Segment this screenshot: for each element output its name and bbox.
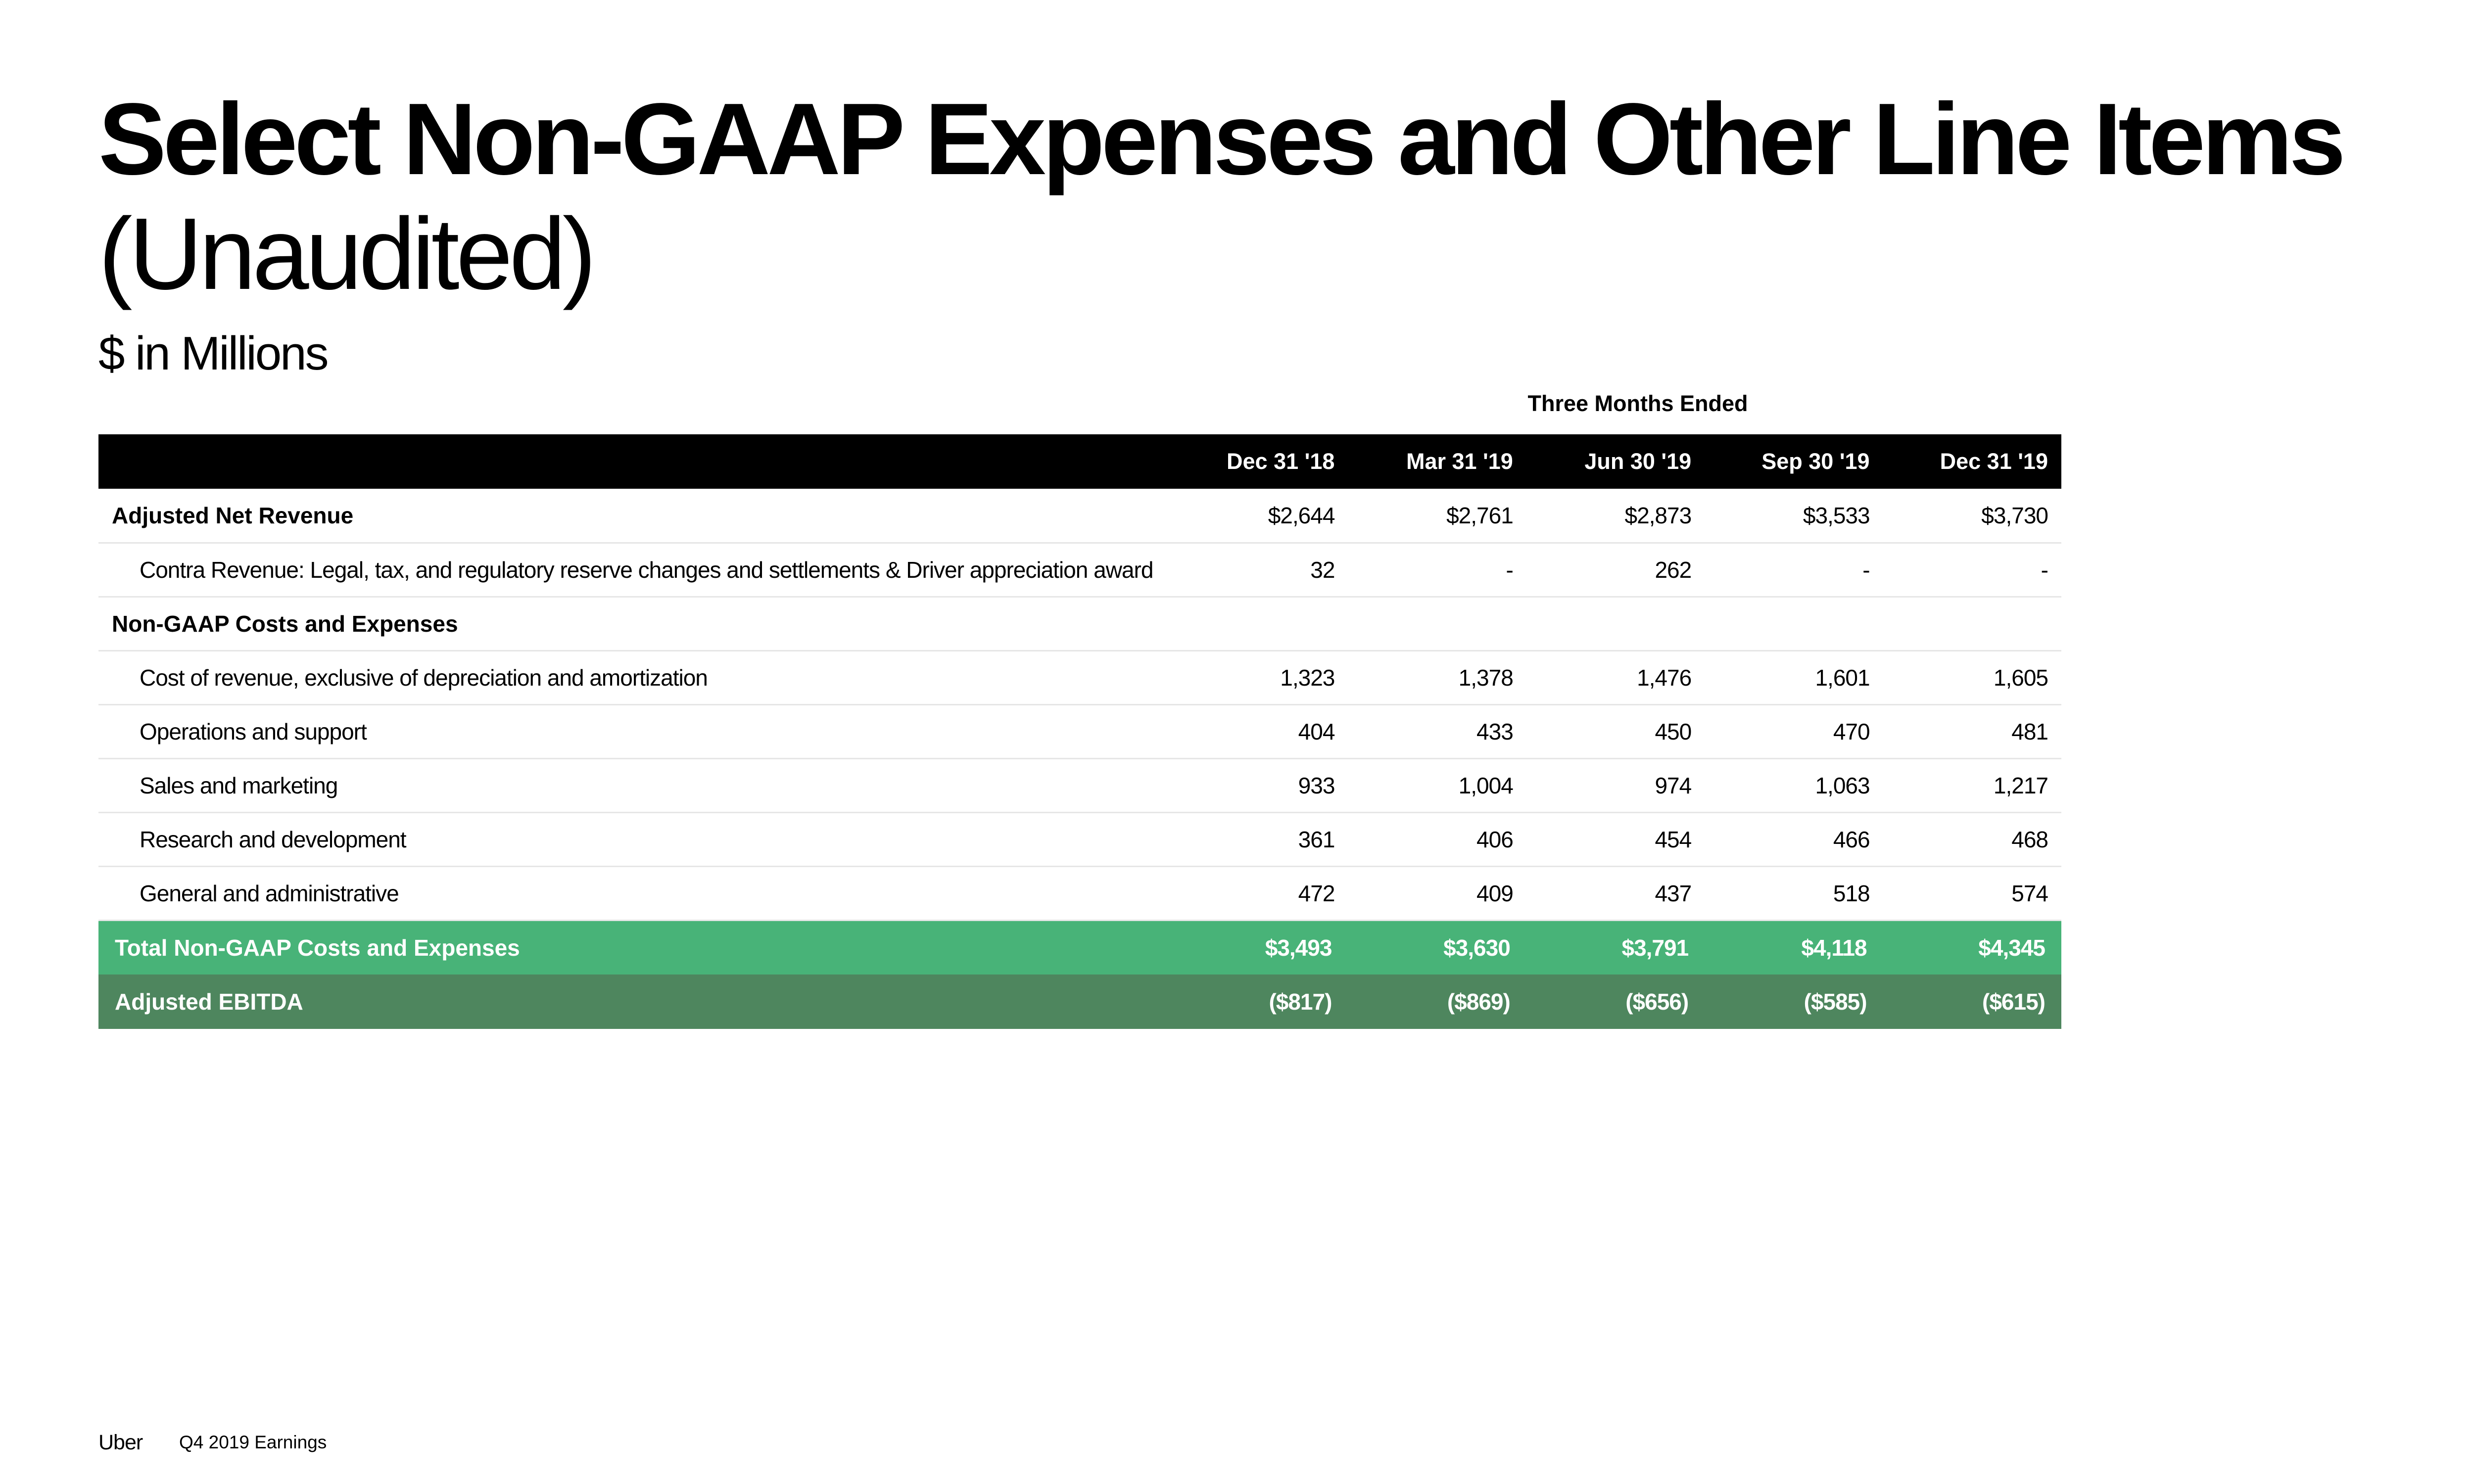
cell-value: $3,493 [1265,934,1332,961]
cell-value: $3,533 [1803,502,1870,528]
cell-value: 1,605 [1993,664,2048,691]
cell-value: 1,063 [1815,772,1870,798]
cell-value: 406 [1476,826,1513,852]
cell-value: ($615) [1982,989,2045,1015]
cell-value: 933 [1298,772,1335,798]
row-label: Adjusted Net Revenue [112,502,354,528]
cell-value: $2,761 [1446,502,1513,528]
cell-value: ($656) [1625,989,1689,1015]
cell-value: $2,644 [1268,502,1335,528]
section-heading: Non-GAAP Costs and Expenses [112,610,458,637]
cell-value: $2,873 [1624,502,1692,528]
cell-value: 32 [1310,556,1335,583]
cell-value: 1,217 [1993,772,2048,798]
cell-value: 437 [1655,880,1692,906]
column-header: Dec 31 '18 [1227,449,1335,474]
cell-value: - [2041,556,2048,583]
cell-value: 574 [2011,880,2048,906]
cell-value: $4,345 [1978,934,2045,961]
column-header: Dec 31 '19 [1940,449,2048,474]
table-row-adjusted-ebitda [98,974,2061,1029]
table-row-operations-support [98,704,2061,758]
cell-value: 361 [1298,826,1335,852]
cell-value: 433 [1476,718,1513,744]
row-label: Operations and support [140,718,367,744]
period-header: Three Months Ended [1527,391,1748,416]
cell-value: 1,378 [1458,664,1513,691]
slide-title [98,82,2474,311]
cell-value: ($869) [1447,989,1510,1015]
row-label: Total Non-GAAP Costs and Expenses [115,934,520,961]
table-row-total-costs [98,920,2061,974]
row-label: Research and development [140,826,406,852]
cell-value: 466 [1833,826,1870,852]
cell-value: 472 [1298,880,1335,906]
cell-value: 481 [2011,718,2048,744]
cell-value: 470 [1833,718,1870,744]
cell-value: $3,791 [1621,934,1689,961]
row-label: Contra Revenue: Legal, tax, and regulatory reserve changes and settlements & Driver appreciation award [140,556,1153,583]
units-subtitle: $ in Millions [98,327,328,380]
cell-value: - [1862,556,1870,583]
table-row-general-administrative [98,866,2061,920]
non-gaap-table [98,434,2061,1029]
cell-value: $3,730 [1981,502,2048,528]
column-header: Mar 31 '19 [1406,449,1513,474]
table-row-research-development [98,812,2061,866]
cell-value: $4,118 [1801,934,1867,961]
table-header-row [98,434,2061,489]
cell-value: 404 [1298,718,1335,744]
cell-value: 454 [1655,826,1692,852]
cell-value: 974 [1655,772,1692,798]
header-label-cell [98,434,1170,489]
row-label: General and administrative [140,880,399,906]
cell-value: ($817) [1269,989,1332,1015]
footer-deck-title: Q4 2019 Earnings [179,1432,327,1452]
cell-value: 409 [1476,880,1513,906]
table-row-section-costs [98,597,2061,650]
table-row-sales-marketing [98,758,2061,812]
slide-title-main: Select Non-GAAP Expenses and Other Line Items [98,82,2342,196]
column-header: Jun 30 '19 [1584,449,1692,474]
cell-value: 1,004 [1458,772,1513,798]
row-label: Sales and marketing [140,772,338,798]
cell-value: 450 [1655,718,1692,744]
column-header: Sep 30 '19 [1761,449,1870,474]
slide-title-sub: (Unaudited) [98,197,593,311]
cell-value: - [1506,556,1513,583]
table-row-adjusted-net-revenue [98,489,2061,543]
cell-value: 1,323 [1280,664,1335,691]
cell-value: $3,630 [1443,934,1510,961]
cell-value: 518 [1833,880,1870,906]
cell-value: 262 [1655,556,1692,583]
table-row-contra-revenue [98,543,2061,597]
row-label: Adjusted EBITDA [115,989,303,1015]
table-row-cost-of-revenue [98,650,2061,704]
cell-value: 1,476 [1637,664,1692,691]
cell-value: 1,601 [1815,664,1870,691]
row-label: Cost of revenue, exclusive of depreciation and amortization [140,664,708,691]
cell-value: ($585) [1804,989,1867,1015]
footer-brand-logo: Uber [98,1431,143,1454]
cell-value: 468 [2011,826,2048,852]
